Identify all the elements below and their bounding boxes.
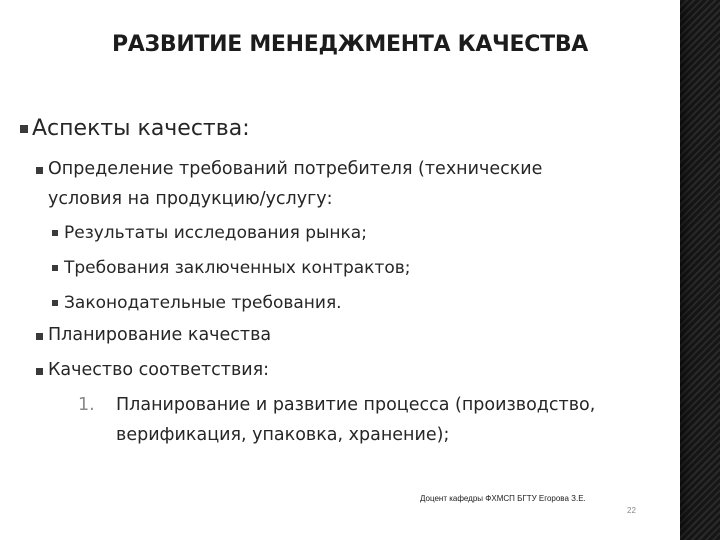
list-item-continuation: условия на продукцию/услугу: bbox=[48, 189, 333, 209]
page-number: 22 bbox=[627, 506, 636, 515]
numbered-item: Планирование и развитие процесса (производство, bbox=[116, 395, 596, 415]
level1-heading: Аспекты качества: bbox=[32, 116, 250, 141]
list-number: 1. bbox=[78, 395, 95, 415]
list-item: Определение требований потребителя (технические bbox=[48, 159, 543, 179]
bullet-square-icon bbox=[52, 265, 58, 271]
numbered-item-continuation: верификация, упаковка, хранение); bbox=[116, 425, 450, 445]
list-item: Законодательные требования. bbox=[64, 293, 342, 313]
bullet-square-icon bbox=[36, 368, 43, 375]
slide-title: РАЗВИТИЕ МЕНЕДЖМЕНТА КАЧЕСТВА bbox=[111, 32, 589, 57]
bullet-square-icon bbox=[52, 300, 58, 306]
footer-author: Доцент кафедры ФХМСП БГТУ Егорова З.Е. bbox=[420, 494, 586, 503]
bullet-square-icon bbox=[52, 230, 58, 236]
list-item: Планирование качества bbox=[48, 325, 272, 345]
list-item: Требования заключенных контрактов; bbox=[64, 258, 411, 278]
bullet-square-icon bbox=[36, 167, 43, 174]
list-item: Результаты исследования рынка; bbox=[64, 223, 367, 243]
list-item: Качество соответствия: bbox=[48, 360, 270, 380]
bullet-square-icon bbox=[36, 333, 43, 340]
bullet-square-icon bbox=[20, 125, 28, 133]
